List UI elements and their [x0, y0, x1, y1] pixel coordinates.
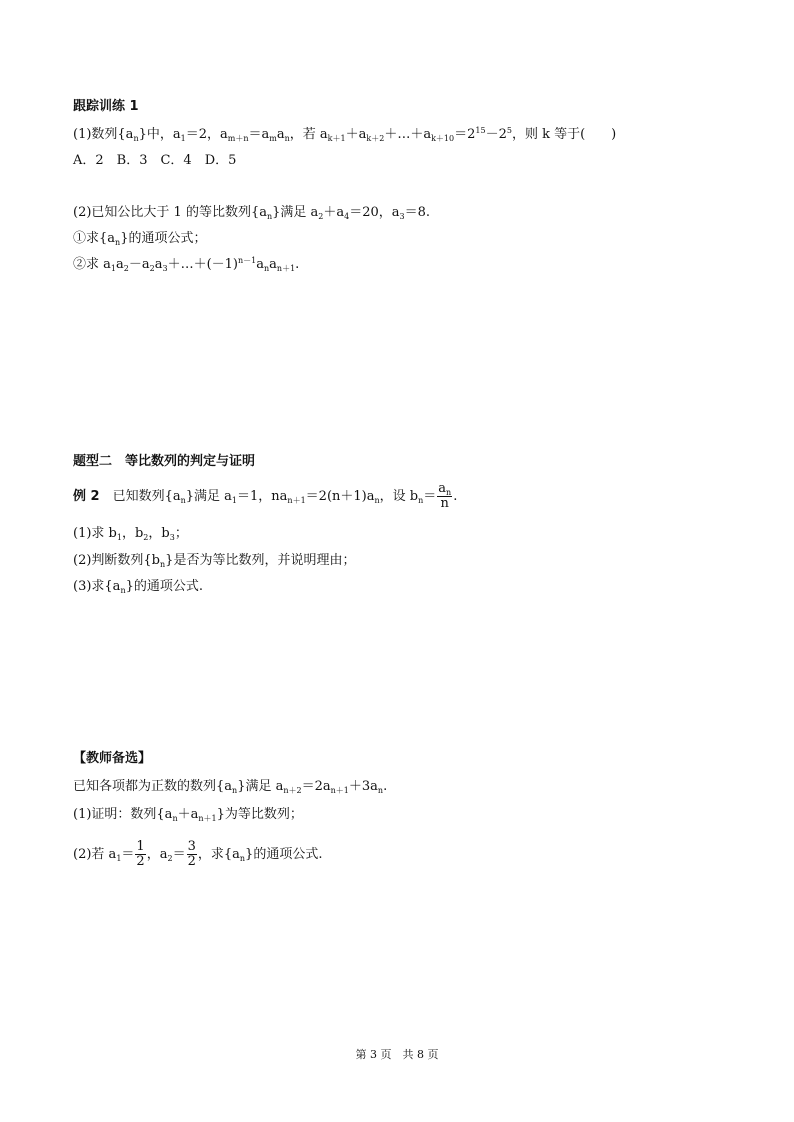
- practice-q1: (1)数列$\{a_n\}$中，$a_1=2$，$a_{m+n}=a_ma_n$，若 $a_{k+1}+a_{k+2}+\dots+a_{k+10}=2^{15}-2^5$，则 k 等于( ): [73, 126, 617, 143]
- practice-q1-choices: A．2 B．3 C．4 D．5: [73, 153, 237, 168]
- example2-part3: (3)求$\{a_n\}$的通项公式.: [73, 579, 203, 595]
- teacher-intro: 已知各项都为正数的数列$\{a_n\}$满足 $a_{n+2}=2a_{n+1}+3a_n$.: [73, 779, 388, 795]
- example2-statement: 例 2 已知数列$\{a_n\}$满足 $a_1=1$，$na_{n+1}=2(n+1)a_n$，设 $b_n=$ $\frac{a_n}{n}$ .: [73, 481, 458, 511]
- page-footer: 第 3 页 共 8 页: [355, 1048, 439, 1061]
- practice-q2-part1: ①求$\{a_n\}$的通项公式；: [73, 231, 207, 247]
- teacher-part1: (1)证明：数列$\{a_n+a_{n+1}\}$为等比数列；: [73, 807, 303, 823]
- practice-q2-part2: ②求 $a_1a_2-a_2a_3+\dots+(-1)^{n-1}a_na_{n+1}$.: [73, 256, 300, 273]
- fraction-three-halves: $\frac{3}{2}$: [187, 839, 196, 869]
- type2-heading: 题型二 等比数列的判定与证明: [73, 454, 256, 469]
- teacher-heading: 【教师备选】: [73, 751, 152, 766]
- fraction-an-over-n: $\frac{a_n}{n}$: [438, 481, 452, 511]
- example2-part2: (2)判断数列$\{b_n\}$是否为等比数列，并说明理由；: [73, 553, 356, 569]
- teacher-part2: (2)若 $a_1=$ $\frac{1}{2}$ ，$a_2=$ $\frac{3}{2}$ ，求$\{a_n\}$的通项公式.: [73, 839, 323, 869]
- practice-heading: 跟踪训练 1: [73, 99, 139, 114]
- fraction-one-half: $\frac{1}{2}$: [136, 839, 145, 869]
- example2-part1: (1)求 $b_1$，$b_2$，$b_3$；: [73, 526, 188, 542]
- practice-q2: (2)已知公比大于 1 的等比数列$\{a_n\}$满足 $a_2+a_4=20$，$a_3=8$.: [73, 205, 431, 221]
